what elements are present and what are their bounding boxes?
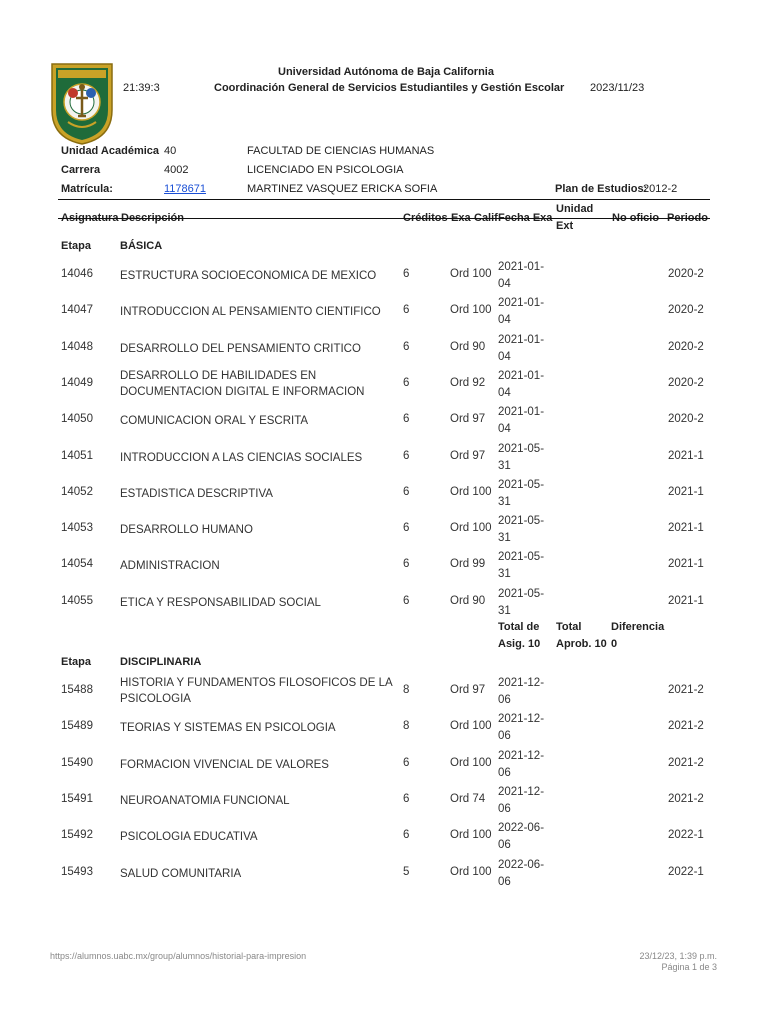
subject-credits: 6 <box>403 485 410 498</box>
exam-date-part2: 04 <box>498 423 511 436</box>
exam-date-part2: 31 <box>498 459 511 472</box>
carrera-name: LICENCIADO EN PSICOLOGIA <box>247 164 404 176</box>
subject-code: 14050 <box>61 413 93 426</box>
subject-code: 15491 <box>61 792 93 805</box>
subject-code: 14055 <box>61 594 93 607</box>
exam-date-part2: 31 <box>498 532 511 545</box>
col-no-oficio: No oficio <box>612 212 660 224</box>
exam-grade: Ord 100 <box>450 865 492 878</box>
subject-period: 2021-1 <box>668 449 704 462</box>
subject-credits: 8 <box>403 720 410 733</box>
col-asignatura: Asignatura <box>61 212 119 224</box>
subject-period: 2021-1 <box>668 485 704 498</box>
diferencia-value: 0 <box>611 638 618 650</box>
subject-description: ESTADISTICA DESCRIPTIVA <box>120 487 273 500</box>
carrera-label: Carrera <box>61 164 101 176</box>
total-asig-value: Asig. 10 <box>498 638 541 650</box>
footer-url: https://alumnos.uabc.mx/group/alumnos/historial-para-impresion <box>50 951 307 961</box>
etapa-basica-name: BÁSICA <box>120 240 163 252</box>
subject-credits: 6 <box>403 522 410 535</box>
exam-grade: Ord 90 <box>450 340 486 353</box>
exam-date-part1: 2021-01- <box>498 297 545 310</box>
subject-description: DESARROLLO DE HABILIDADES EN DOCUMENTACION DIGITAL E INFORMACION <box>120 369 365 398</box>
exam-grade: Ord 99 <box>450 558 486 571</box>
subject-code: 15490 <box>61 756 93 769</box>
plan-estudios-label: Plan de Estudios: <box>555 183 648 195</box>
report-time: 21:39:3 <box>123 82 160 94</box>
exam-grade: Ord 97 <box>450 684 486 696</box>
subject-code: 14049 <box>61 376 93 389</box>
exam-grade: Ord 100 <box>450 522 492 535</box>
subject-period: 2020-2 <box>668 268 704 280</box>
subject-credits: 6 <box>403 558 410 571</box>
total-de-label: Total de <box>498 621 540 633</box>
exam-date-part1: 2021-01- <box>498 261 545 273</box>
subject-code: 14047 <box>61 304 93 317</box>
exam-date-part2: 04 <box>498 386 511 399</box>
footer-timestamp: 23/12/23, 1:39 p.m. <box>639 951 717 961</box>
subject-credits: 6 <box>403 304 410 317</box>
subject-description: ADMINISTRACION <box>120 560 220 573</box>
subject-credits: 6 <box>403 756 410 769</box>
col-periodo: Periodo <box>667 212 708 224</box>
subject-period: 2021-1 <box>668 558 704 571</box>
subject-code: 15493 <box>61 865 93 878</box>
subject-credits: 6 <box>403 792 410 805</box>
exam-date-part1: 2021-01- <box>498 406 545 419</box>
col-unidad: Unidad <box>556 203 594 215</box>
subject-credits: 6 <box>403 594 410 607</box>
subject-description: ETICA Y RESPONSABILIDAD SOCIAL <box>120 596 321 609</box>
subject-credits: 5 <box>403 865 410 878</box>
subject-credits: 6 <box>403 376 410 389</box>
total-aprob-value: Aprob. 10 <box>556 638 607 650</box>
col-exa: Exa <box>451 212 471 224</box>
subject-period: 2021-1 <box>668 594 704 607</box>
exam-date-part1: 2022-06- <box>498 822 545 835</box>
unidad-academica-name: FACULTAD DE CIENCIAS HUMANAS <box>247 145 435 157</box>
exam-date-part1: 2021-12- <box>498 677 545 689</box>
subject-description: DESARROLLO HUMANO <box>120 524 253 537</box>
subject-period: 2021-2 <box>668 792 704 805</box>
exam-grade: Ord 97 <box>450 449 486 462</box>
student-name: MARTINEZ VASQUEZ ERICKA SOFIA <box>247 183 438 195</box>
subject-period: 2021-1 <box>668 522 704 535</box>
subject-credits: 6 <box>403 829 410 842</box>
exam-date-part2: 31 <box>498 495 511 508</box>
exam-date-part2: 06 <box>498 694 511 706</box>
subject-period: 2021-2 <box>668 756 704 769</box>
exam-grade: Ord 100 <box>450 756 492 769</box>
col-descripcion: Descripción <box>121 212 184 224</box>
table-header <box>61 203 711 232</box>
subject-credits: 6 <box>403 449 410 462</box>
plan-estudios-value: 2012-2 <box>643 183 678 195</box>
subject-code: 14048 <box>61 340 93 353</box>
subject-period: 2020-2 <box>668 376 704 389</box>
etapa-label: Etapa <box>61 656 91 668</box>
subject-description: INTRODUCCION A LAS CIENCIAS SOCIALES <box>120 451 363 464</box>
col-creditos: Créditos <box>403 212 448 224</box>
exam-grade: Ord 92 <box>450 376 486 389</box>
exam-date-part1: 2022-06- <box>498 858 545 871</box>
col-ext: Ext <box>556 220 574 232</box>
subject-period: 2021-2 <box>668 720 704 733</box>
university-seal-logo <box>48 60 116 146</box>
subject-credits: 6 <box>403 268 410 280</box>
coordination-title: Coordinación General de Servicios Estudiantiles y Gestión Escolar <box>214 82 565 94</box>
subject-credits: 6 <box>403 413 410 426</box>
subject-description: DESARROLLO DEL PENSAMIENTO CRITICO <box>120 342 361 355</box>
subject-code: 15488 <box>61 684 93 696</box>
subject-description: HISTORIA Y FUNDAMENTOS FILOSOFICOS DE LA PSICOLOGIA <box>120 677 393 705</box>
exam-grade: Ord 100 <box>450 268 492 280</box>
subject-period: 2021-2 <box>668 684 704 696</box>
subject-code: 14052 <box>61 485 93 498</box>
etapa-label: Etapa <box>61 240 91 252</box>
diferencia-label: Diferencia <box>611 621 665 633</box>
carrera-code: 4002 <box>164 164 189 176</box>
exam-date-part2: 04 <box>498 278 511 290</box>
subject-description: PSICOLOGIA EDUCATIVA <box>120 831 258 844</box>
subject-code: 14046 <box>61 268 93 280</box>
subject-credits: 6 <box>403 340 410 353</box>
subject-description: SALUD COMUNITARIA <box>120 867 242 880</box>
exam-date-part2: 06 <box>498 802 511 815</box>
university-title: Universidad Autónoma de Baja California <box>278 66 494 78</box>
subject-description: TEORIAS Y SISTEMAS EN PSICOLOGIA <box>120 722 336 735</box>
exam-date-part1: 2021-05- <box>498 587 545 600</box>
matricula-label: Matrícula: <box>61 183 113 195</box>
exam-date-part1: 2021-01- <box>498 333 545 346</box>
exam-date-part1: 2021-05- <box>498 515 545 528</box>
exam-grade: Ord 74 <box>450 792 486 805</box>
subject-period: 2020-2 <box>668 340 704 353</box>
exam-date-part1: 2021-12- <box>498 749 545 762</box>
exam-date-part1: 2021-05- <box>498 551 545 564</box>
exam-date-part2: 31 <box>498 568 511 581</box>
exam-date-part1: 2021-12- <box>498 785 545 798</box>
footer-page: Página 1 de 3 <box>661 962 717 972</box>
subject-description: FORMACION VIVENCIAL DE VALORES <box>120 758 329 771</box>
matricula-link[interactable]: 1178671 <box>164 183 207 195</box>
subject-period: 2020-2 <box>668 413 704 426</box>
exam-grade: Ord 100 <box>450 720 492 733</box>
exam-date-part2: 06 <box>498 875 511 888</box>
subject-credits: 8 <box>403 684 410 696</box>
exam-date-part2: 06 <box>498 839 511 852</box>
exam-grade: Ord 90 <box>450 594 486 607</box>
total-label: Total <box>556 621 582 633</box>
unidad-academica-code: 40 <box>164 145 177 157</box>
col-fecha-exa: Fecha Exa <box>498 212 553 224</box>
exam-grade: Ord 100 <box>450 304 492 317</box>
subject-description: ESTRUCTURA SOCIOECONOMICA DE MEXICO <box>120 270 377 282</box>
report-date: 2023/11/23 <box>590 82 645 94</box>
subject-code: 15489 <box>61 720 93 733</box>
divider-header <box>58 218 710 219</box>
subject-period: 2022-1 <box>668 865 704 878</box>
unidad-academica-label: Unidad Académica <box>61 145 160 157</box>
exam-grade: Ord 100 <box>450 829 492 842</box>
subject-code: 14051 <box>61 449 93 462</box>
subject-period: 2022-1 <box>668 829 704 842</box>
subject-period: 2020-2 <box>668 304 704 317</box>
exam-grade: Ord 100 <box>450 485 492 498</box>
exam-date-part2: 06 <box>498 730 511 743</box>
exam-date-part2: 06 <box>498 766 511 779</box>
etapa-disciplinaria-name: DISCIPLINARIA <box>120 656 202 668</box>
col-calif: Calif <box>474 212 498 224</box>
subject-description: COMUNICACION ORAL Y ESCRITA <box>120 415 309 428</box>
subject-code: 15492 <box>61 829 93 842</box>
exam-date-part1: 2021-12- <box>498 713 545 726</box>
exam-date-part2: 04 <box>498 350 511 363</box>
subject-code: 14053 <box>61 522 93 535</box>
divider-top <box>58 199 710 200</box>
exam-date-part2: 04 <box>498 314 511 327</box>
exam-grade: Ord 97 <box>450 413 486 426</box>
subject-code: 14054 <box>61 558 93 571</box>
exam-date-part1: 2021-05- <box>498 442 545 455</box>
subject-description: INTRODUCCION AL PENSAMIENTO CIENTIFICO <box>120 306 381 319</box>
exam-date-part1: 2021-05- <box>498 478 545 491</box>
subject-description: NEUROANATOMIA FUNCIONAL <box>120 794 290 807</box>
exam-date-part1: 2021-01- <box>498 369 545 382</box>
exam-date-part2: 31 <box>498 604 511 617</box>
